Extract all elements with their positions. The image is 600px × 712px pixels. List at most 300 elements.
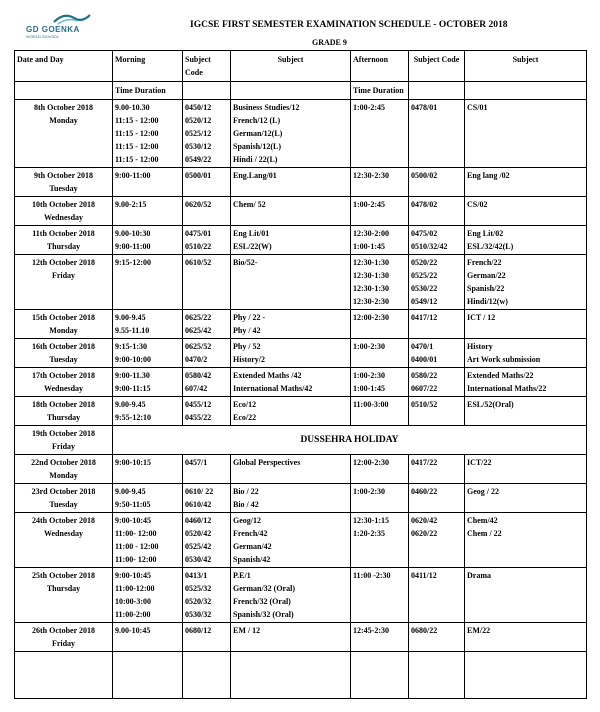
subject-code-cell [183, 310, 231, 339]
subject-cell-line: Eng.Lang/01 [233, 171, 277, 180]
subject-2-cell [465, 168, 587, 197]
date-cell-line: 24th October 2018 [32, 516, 95, 525]
morning-time-cell [113, 455, 183, 484]
subject-cell-line: French/32 (Oral) [233, 597, 291, 606]
subject-cell-line: Spanish/42 [233, 555, 271, 564]
date-cell-line: 9th October 2018 [34, 171, 93, 180]
schedule-row [15, 455, 587, 484]
subject-code-cell [183, 568, 231, 623]
subject-2-cell [465, 568, 587, 623]
schedule-row [15, 484, 587, 513]
date-cell-line: 22nd October 2018 [31, 458, 96, 467]
subject-cell-line: Spanish/12(L) [233, 142, 282, 151]
logo-text: GD GOENKA [26, 25, 80, 34]
subject-code-cell [183, 397, 231, 426]
afternoon-time-cell-line: 12:30-1:30 [353, 284, 389, 293]
holiday-row [15, 426, 587, 455]
date-cell-line: 11th October 2018 [32, 229, 95, 238]
subject-2-cell-line: Drama [467, 571, 491, 580]
date-cell-line: Monday [49, 326, 78, 335]
subject-code-cell-line: 0530/12 [185, 142, 212, 151]
date-cell [15, 100, 113, 168]
subject-code-cell-line: 0610/52 [185, 258, 212, 267]
schedule-row [15, 197, 587, 226]
date-cell [15, 226, 113, 255]
afternoon-time-cell-line: 1:00-2:30 [353, 342, 385, 351]
subject-code-cell [183, 255, 231, 310]
morning-time-cell-line: 11:15 - 12:00 [115, 116, 159, 125]
afternoon-time-cell [351, 623, 409, 652]
subject-code-cell [183, 455, 231, 484]
subject-2-cell-line: Extended Maths/22 [467, 371, 534, 380]
subject-code-cell-line: 0525/12 [185, 129, 212, 138]
afternoon-time-cell-line: 12:30-2:30 [353, 297, 389, 306]
morning-time-cell-line: 9:15-1:30 [115, 342, 147, 351]
subject-2-cell [465, 368, 587, 397]
subject-2-cell-line: International Maths/22 [467, 384, 547, 393]
subject-code-cell-line: 0455/22 [185, 413, 212, 422]
subject-2-cell [465, 455, 587, 484]
subject-cell-line: French/42 [233, 529, 268, 538]
date-cell-line: 19th October 2018 [32, 429, 95, 438]
schedule-row [15, 339, 587, 368]
subject-code-2-cell-line: 0478/02 [411, 200, 438, 209]
subject-cell [231, 455, 351, 484]
subject-2-cell-line: French/22 [467, 258, 502, 267]
schedule-row [15, 255, 587, 310]
morning-time-cell [113, 623, 183, 652]
subheader-empty [465, 82, 587, 100]
subject-2-cell-line: ICT / 12 [467, 313, 496, 322]
afternoon-time-cell-line: 12:30-1:30 [353, 258, 389, 267]
morning-time-cell [113, 568, 183, 623]
subject-code-2-cell [409, 513, 465, 568]
morning-time-cell [113, 197, 183, 226]
afternoon-time-cell-line: 1:00-2:30 [353, 487, 385, 496]
date-cell-line: Thursday [46, 584, 81, 593]
date-cell-line: 23rd October 2018 [31, 487, 96, 496]
subject-2-cell-line: Spanish/22 [467, 284, 505, 293]
subject-2-cell [465, 513, 587, 568]
subject-code-cell-line: 0413/1 [185, 571, 208, 580]
morning-time-cell-line: 9.00-9.45 [115, 400, 146, 409]
subject-cell-line: Hindi / 22(L) [233, 155, 278, 164]
morning-time-cell-line: 9.00-10.30 [115, 103, 150, 112]
date-cell-line: Wednesday [43, 529, 84, 538]
subject-code-cell-line: 0580/42 [185, 371, 212, 380]
subject-code-2-cell-line: 0460/22 [411, 487, 438, 496]
subject-cell [231, 484, 351, 513]
subject-code-cell [183, 197, 231, 226]
afternoon-time-cell [351, 397, 409, 426]
empty-cell [113, 652, 183, 699]
afternoon-time-cell [351, 226, 409, 255]
subject-code-cell [183, 168, 231, 197]
subject-code-2-cell [409, 339, 465, 368]
subject-code-2-cell [409, 397, 465, 426]
grade-label: GRADE 9 [312, 38, 347, 47]
subject-2-cell-line: EM/22 [467, 626, 491, 635]
subject-cell-line: International Maths/42 [233, 384, 313, 393]
subheader-empty [183, 82, 231, 100]
subject-cell-line: Phy / 52 [233, 342, 261, 351]
subject-code-cell-line: 0525/42 [185, 542, 212, 551]
subject-2-cell-line: CS/01 [467, 103, 488, 112]
subject-2-cell-line: Geog / 22 [467, 487, 499, 496]
morning-time-cell-line: 11:00-12:00 [115, 584, 155, 593]
subject-code-cell-line: 607/42 [185, 384, 208, 393]
date-cell-line: Monday [49, 471, 78, 480]
subject-cell-line: ESL/22(W) [233, 242, 272, 251]
header-row [15, 51, 587, 82]
subject-cell [231, 100, 351, 168]
afternoon-time-cell-line: 1:00-2:45 [353, 103, 385, 112]
subject-code-cell [183, 623, 231, 652]
schedule-row [15, 100, 587, 168]
subject-cell [231, 513, 351, 568]
afternoon-time-cell [351, 168, 409, 197]
subject-2-cell-line: Hindi/12(w) [467, 297, 508, 306]
morning-time-cell [113, 100, 183, 168]
subject-code-cell [183, 484, 231, 513]
subject-code-cell-line: 0625/52 [185, 342, 212, 351]
subject-code-2-cell-line: 0580/22 [411, 371, 438, 380]
morning-time-cell-line: 10:00-3:00 [115, 597, 151, 606]
subject-code-2-cell-line: 0478/01 [411, 103, 438, 112]
logo-swoosh-icon [52, 12, 92, 26]
subject-code-2-cell-line: 0530/22 [411, 284, 438, 293]
subject-code-cell-line: 0530/42 [185, 555, 212, 564]
subject-code-2-cell-line: 0500/02 [411, 171, 438, 180]
subject-code-cell-line: 0525/32 [185, 584, 212, 593]
subject-cell-line: Global Perspectives [233, 458, 301, 467]
subject-code-cell-line: 0460/12 [185, 516, 212, 525]
subject-code-2-cell-line: 0510/52 [411, 400, 438, 409]
subject-cell-line: Phy / 42 [233, 326, 261, 335]
subject-code-cell-line: 0470/2 [185, 355, 208, 364]
schedule-row [15, 368, 587, 397]
schedule-row [15, 513, 587, 568]
afternoon-time-cell-line: 12:45-2:30 [353, 626, 389, 635]
subject-code-cell-line: 0457/1 [185, 458, 208, 467]
subject-code-2-cell [409, 255, 465, 310]
subject-code-2-cell-line: 0620/22 [411, 529, 438, 538]
subject-code-2-cell [409, 484, 465, 513]
morning-time-cell-line: 9.00-10:30 [115, 229, 151, 238]
subject-2-cell-line: Chem/42 [467, 516, 498, 525]
date-cell [15, 368, 113, 397]
subject-code-cell-line: 0610/ 22 [185, 487, 214, 496]
subject-code-2-cell-line: 0607/22 [411, 384, 438, 393]
subject-code-cell-line: 0620/52 [185, 200, 212, 209]
subject-2-cell-line: ESL/32/42(L) [467, 242, 514, 251]
subject-2-cell [465, 100, 587, 168]
date-cell [15, 397, 113, 426]
morning-time-cell [113, 255, 183, 310]
subject-code-2-cell [409, 310, 465, 339]
col-header-afternoon: Afternoon [351, 51, 409, 82]
subject-cell-line: German/32 (Oral) [233, 584, 295, 593]
date-cell-line: Tuesday [49, 500, 78, 509]
date-cell-line: Wednesday [43, 384, 84, 393]
date-cell [15, 455, 113, 484]
subject-code-cell-line: 0520/32 [185, 597, 212, 606]
date-cell [15, 310, 113, 339]
empty-cell [409, 652, 465, 699]
afternoon-time-cell-line: 12:30-2:30 [353, 171, 389, 180]
morning-time-cell-line: 9:55-12:10 [115, 413, 151, 422]
date-cell [15, 484, 113, 513]
morning-time-cell [113, 310, 183, 339]
subject-code-2-cell-line: 0475/02 [411, 229, 438, 238]
subject-code-2-cell-line: 0417/12 [411, 313, 438, 322]
subheader-time-duration-afternoon: Time Duration [351, 82, 409, 100]
subject-cell-line: German/42 [233, 542, 272, 551]
subject-2-cell [465, 397, 587, 426]
afternoon-time-cell-line: 1:00-2:30 [353, 371, 385, 380]
subject-code-cell-line: 0680/12 [185, 626, 212, 635]
date-cell [15, 339, 113, 368]
afternoon-time-cell [351, 513, 409, 568]
date-cell-line: Monday [49, 116, 78, 125]
subject-cell-line: German/12(L) [233, 129, 283, 138]
afternoon-time-cell [351, 568, 409, 623]
morning-time-cell [113, 484, 183, 513]
subject-code-cell-line: 0510/22 [185, 242, 212, 251]
subject-2-cell-line: ESL/52(Oral) [467, 400, 514, 409]
subject-code-2-cell-line: 0525/22 [411, 271, 438, 280]
subject-cell [231, 197, 351, 226]
subject-cell-line: Bio/52- [233, 258, 258, 267]
subject-code-2-cell [409, 168, 465, 197]
col-header-morning: Morning [113, 51, 183, 82]
subject-code-2-cell [409, 455, 465, 484]
morning-time-cell-line: 11:00- 12:00 [115, 555, 157, 564]
subject-cell-line: Eco/12 [233, 400, 257, 409]
date-cell-line: 8th October 2018 [34, 103, 93, 112]
subject-code-cell-line: 0549/22 [185, 155, 212, 164]
afternoon-time-cell [351, 197, 409, 226]
morning-time-cell [113, 397, 183, 426]
exam-schedule-table [14, 50, 587, 699]
date-cell-line: 26th October 2018 [32, 626, 95, 635]
subject-2-cell-line: ICT/22 [467, 458, 492, 467]
subheader-empty [15, 82, 113, 100]
schedule-row [15, 623, 587, 652]
subject-2-cell [465, 197, 587, 226]
morning-time-cell-line: 9:50-11:05 [115, 500, 151, 509]
subject-cell-line: Spanish/32 (Oral) [233, 610, 294, 619]
date-cell [15, 197, 113, 226]
subject-code-cell [183, 100, 231, 168]
date-cell-line: Thursday [46, 242, 81, 251]
subject-cell [231, 368, 351, 397]
subject-code-cell-line: 0455/12 [185, 400, 212, 409]
afternoon-time-cell-line: 11:00-3:00 [353, 400, 389, 409]
subject-code-2-cell-line: 0411/12 [411, 571, 437, 580]
afternoon-time-cell-line: 1:00-1:45 [353, 242, 385, 251]
afternoon-time-cell [351, 100, 409, 168]
subject-cell [231, 339, 351, 368]
morning-time-cell-line: 9:15-12:00 [115, 258, 151, 267]
subject-code-2-cell-line: 0470/1 [411, 342, 434, 351]
subject-2-cell [465, 310, 587, 339]
subject-code-2-cell [409, 568, 465, 623]
morning-time-cell [113, 226, 183, 255]
holiday-label: DUSSEHRA HOLIDAY [113, 426, 587, 455]
morning-time-cell-line: 9.55-11.10 [115, 326, 150, 335]
subject-cell [231, 168, 351, 197]
subject-code-2-cell-line: 0417/22 [411, 458, 438, 467]
subject-2-cell-line: CS/02 [467, 200, 488, 209]
subject-2-cell-line: German/22 [467, 271, 506, 280]
subheader-row [15, 82, 587, 100]
date-cell [15, 168, 113, 197]
date-cell-line: Friday [51, 271, 76, 280]
subject-cell-line: Eng Lit/01 [233, 229, 270, 238]
afternoon-time-cell-line: 12:00-2:30 [353, 313, 389, 322]
subject-code-cell-line: 0520/12 [185, 116, 212, 125]
schedule-row [15, 310, 587, 339]
subject-code-cell [183, 368, 231, 397]
subject-2-cell [465, 255, 587, 310]
subject-cell-line: Business Studies/12 [233, 103, 300, 112]
date-cell-line: 10th October 2018 [32, 200, 95, 209]
morning-time-cell-line: 9.00-9.45 [115, 313, 146, 322]
subheader-empty [409, 82, 465, 100]
subheader-time-duration-morning: Time Duration [113, 82, 183, 100]
morning-time-cell [113, 339, 183, 368]
subject-code-cell-line: 0610/42 [185, 500, 212, 509]
col-header-subject: Subject [231, 51, 351, 82]
morning-time-cell [113, 368, 183, 397]
morning-time-cell-line: 11:00- 12:00 [115, 529, 157, 538]
morning-time-cell-line: 9:00-10:45 [115, 516, 151, 525]
subject-cell-line: Bio / 42 [233, 500, 259, 509]
subject-code-2-cell-line: 0520/22 [411, 258, 438, 267]
morning-time-cell-line: 11:00 - 12:00 [115, 542, 159, 551]
morning-time-cell-line: 9:00-11:00 [115, 242, 151, 251]
date-cell-line: 18th October 2018 [32, 400, 95, 409]
date-cell [15, 255, 113, 310]
subject-2-cell-line: Eng Lit/02 [467, 229, 504, 238]
subject-code-cell-line: 0500/01 [185, 171, 212, 180]
morning-time-cell [113, 168, 183, 197]
subject-code-cell [183, 226, 231, 255]
subject-cell-line: History/2 [233, 355, 265, 364]
subject-code-2-cell [409, 226, 465, 255]
date-cell [15, 426, 113, 455]
afternoon-time-cell-line: 12:30-1:30 [353, 271, 389, 280]
morning-time-cell-line: 9:00-10:15 [115, 458, 151, 467]
empty-cell [351, 652, 409, 699]
date-cell [15, 513, 113, 568]
subject-code-2-cell [409, 623, 465, 652]
empty-row [15, 652, 587, 699]
schedule-row [15, 168, 587, 197]
date-cell-line: Wednesday [43, 213, 84, 222]
subject-cell-line: Phy / 22 - [233, 313, 266, 322]
subject-code-cell-line: 0530/32 [185, 610, 212, 619]
afternoon-time-cell [351, 310, 409, 339]
subject-code-2-cell [409, 368, 465, 397]
subject-code-cell [183, 513, 231, 568]
afternoon-time-cell [351, 484, 409, 513]
schedule-row [15, 397, 587, 426]
date-cell-line: Friday [51, 639, 76, 648]
afternoon-time-cell-line: 1:00-2:45 [353, 200, 385, 209]
col-header-date: Date and Day [15, 51, 113, 82]
morning-time-cell-line: 11:00-2:00 [115, 610, 151, 619]
empty-cell [231, 652, 351, 699]
morning-time-cell-line: 9:00-11:00 [115, 171, 151, 180]
subject-cell-line: Chem/ 52 [233, 200, 266, 209]
empty-cell [183, 652, 231, 699]
subject-code-cell-line: 0475/01 [185, 229, 212, 238]
subject-cell [231, 397, 351, 426]
date-cell-line: Tuesday [49, 355, 78, 364]
subject-code-cell-line: 0520/42 [185, 529, 212, 538]
morning-time-cell-line: 9.00-2:15 [115, 200, 147, 209]
subject-code-cell-line: 0625/42 [185, 326, 212, 335]
morning-time-cell-line: 11:15 - 12:00 [115, 155, 159, 164]
empty-cell [15, 652, 113, 699]
subject-code-2-cell [409, 100, 465, 168]
date-cell-line: 16th October 2018 [32, 342, 95, 351]
subject-code-2-cell-line: 0620/42 [411, 516, 438, 525]
date-cell-line: Friday [51, 442, 76, 451]
subject-2-cell-line: Chem / 22 [467, 529, 502, 538]
subject-code-2-cell-line: 0549/12 [411, 297, 438, 306]
subject-cell [231, 255, 351, 310]
subject-code-2-cell-line: 0510/32/42 [411, 242, 448, 251]
morning-time-cell [113, 513, 183, 568]
subject-code-cell-line: 0625/22 [185, 313, 212, 322]
subject-cell-line: Eco/22 [233, 413, 257, 422]
date-cell-line: 25th October 2018 [32, 571, 95, 580]
date-cell-line: 17th October 2018 [32, 371, 95, 380]
afternoon-time-cell-line: 12:00-2:30 [353, 458, 389, 467]
subject-code-cell [183, 339, 231, 368]
schedule-row [15, 568, 587, 623]
afternoon-time-cell-line: 11:00 -2:30 [353, 571, 391, 580]
page-title: IGCSE FIRST SEMESTER EXAMINATION SCHEDULE - OCTOBER 2018 [190, 20, 508, 30]
afternoon-time-cell [351, 368, 409, 397]
schedule-body [15, 100, 587, 699]
subject-cell [231, 310, 351, 339]
morning-time-cell-line: 9.00-10:45 [115, 626, 151, 635]
morning-time-cell-line: 11:15 - 12:00 [115, 142, 159, 151]
col-header-subject-code-2: Subject Code [409, 51, 465, 82]
subject-code-cell-line: 0450/12 [185, 103, 212, 112]
date-cell [15, 568, 113, 623]
col-header-subject-code: Subject Code [183, 51, 231, 82]
date-cell-line: Tuesday [49, 184, 78, 193]
subject-cell-line: P.E/1 [233, 571, 251, 580]
afternoon-time-cell [351, 339, 409, 368]
morning-time-cell-line: 9:00-10:45 [115, 571, 151, 580]
subheader-empty [231, 82, 351, 100]
subject-cell [231, 568, 351, 623]
subject-2-cell [465, 623, 587, 652]
subject-cell [231, 226, 351, 255]
subject-2-cell-line: Art Work submission [467, 355, 541, 364]
subject-cell [231, 623, 351, 652]
afternoon-time-cell-line: 1:20-2:35 [353, 529, 385, 538]
subject-cell-line: Extended Maths /42 [233, 371, 302, 380]
subject-cell-line: EM / 12 [233, 626, 261, 635]
subject-cell-line: French/12 (L) [233, 116, 281, 125]
